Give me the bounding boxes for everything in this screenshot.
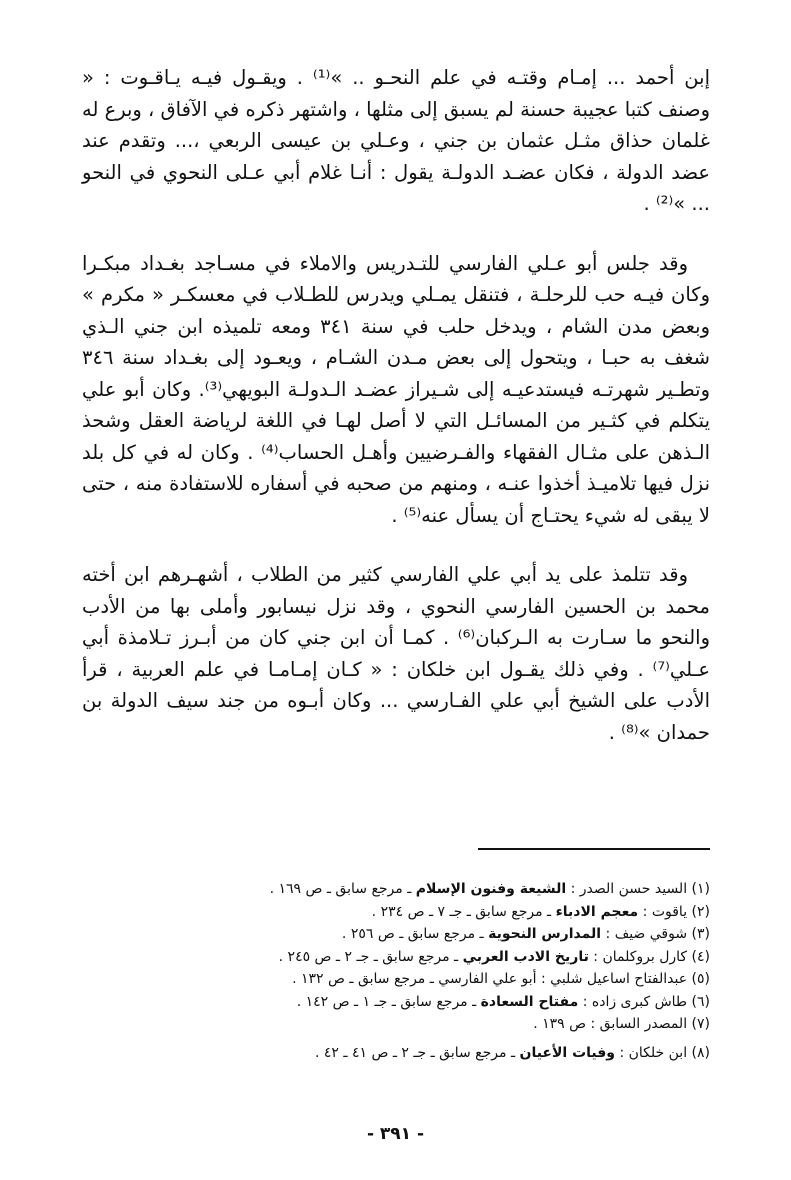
- body-text: [82, 62, 710, 776]
- footnote-item: (٣) شوقي ضيف : المدارس النحوية ـ مرجع سابق ـ ص ٢٥٦ .: [341, 926, 710, 942]
- footnote-item: (٧) المصدر السابق : ص ١٣٩ .: [533, 1016, 710, 1032]
- paragraph-2: وقد جلس أبو عـلي الفارسي للتـدريس والاملاء في مسـاجد بغـداد مبكـرا وكان فيـه حب للرحلـة ، فتنقل يمـلي ويدرس للطـلاب في معسكـر « مكرم » وبعض مدن الشام ، ويدخل حلب في سنة ٣٤١ ومعه تلميذه ابن جني الـذي شغف به حبـا ، ويتحول إلى بعض مـدن الشـام ، ويعـود إلى بغـداد سنة ٣٤٦ وتطـير شهرتـه فيستدعيـه إلى شـيراز عضـد الـدولـة البويهي⁽³⁾. وكان أبو علي يتكلم في كثـير من المسائـل التي لا أصل لهـا في اللغة لرياضة العقل وشحذ الـذهن على مثـال الفقهاء والفـرضيين وأهـل الحساب⁽⁴⁾ . وكان له في كل بلد نزل فيها تلاميـذ أخذوا عنـه ، ومنهم من صحبه في أسفاره للاستفادة منه ، حتى لا يبقى له شيء يحتـاج أن يسأل عنه⁽⁵⁾ .: [82, 251, 711, 527]
- footnotes-list: [82, 878, 710, 1064]
- footnote-divider: [478, 848, 710, 850]
- footnote-item: (٢) ياقوت : معجم الادباء ـ مرجع سابق ـ جـ ٧ ـ ص ٢٣٤ .: [371, 903, 710, 920]
- footnote-item: (٨) ابن خلكان : وفيات الأعيان ـ مرجع سابق ـ جـ ٢ ـ ص ٤١ ـ ٤٢ .: [315, 1044, 710, 1061]
- paragraph-3: وقد تتلمذ على يد أبي علي الفارسي كثير من الطلاب ، أشهـرهم ابن أخته محمد بن الحسين الفارسي النحوي ، وقد نزل نيسابور وأملى بها من الأدب والنحو ما سـارت به الـركبان⁽⁶⁾ . كمـا أن ابن جني كان من أبـرز تـلامذة أبي عـلي⁽⁷⁾ . وفي ذلك يقـول ابن خلكان : « كـان إمـامـا في علم العربية ، قرأ الأدب على الشيخ أبي علي الفـارسي ... وكان أبـوه من جند سيف الدولة بن حمدان »⁽⁸⁾ .: [82, 563, 710, 744]
- page-number: - ٣٩١ -: [366, 1124, 425, 1144]
- footnote-item: (٤) كارل بروكلمان : تاريخ الادب العربي ـ مرجع سابق ـ جـ ٢ ـ ص ٢٤٥ .: [278, 948, 710, 965]
- footnote-item: (٥) عبدالفتاح اساعيل شلبي : أبو علي الفارسي ـ مرجع سابق ـ ص ١٣٢ .: [292, 971, 710, 987]
- paragraph-1: إبن أحمد ... إمـام وقتـه في علم النحـو .. »⁽¹⁾ . ويقـول فيـه يـاقـوت : « وصنف كتبا عجيبة حسنة لم يسبق إلى مثلها ، واشتهر ذكره في الآفاق ، وبرع له غلمان حذاق مثـل عثمان بن جني ، وعـلي بن عيسى الربعي ،... وتقدم عند عضد الدولة ، فكان عضـد الدولـة يقول : أنـا غلام أبي عـلى النحوي في النحو ... »⁽²⁾ .: [82, 66, 710, 215]
- footnote-item: (١) السيد حسن الصدر : الشيعة وفنون الإسلام ـ مرجع سابق ـ ص ١٦٩ .: [269, 881, 710, 897]
- footnote-item: (٦) طاش كبرى زاده : مفتاح السعادة ـ مرجع سابق ـ جـ ١ ـ ص ١٤٢ .: [296, 993, 710, 1010]
